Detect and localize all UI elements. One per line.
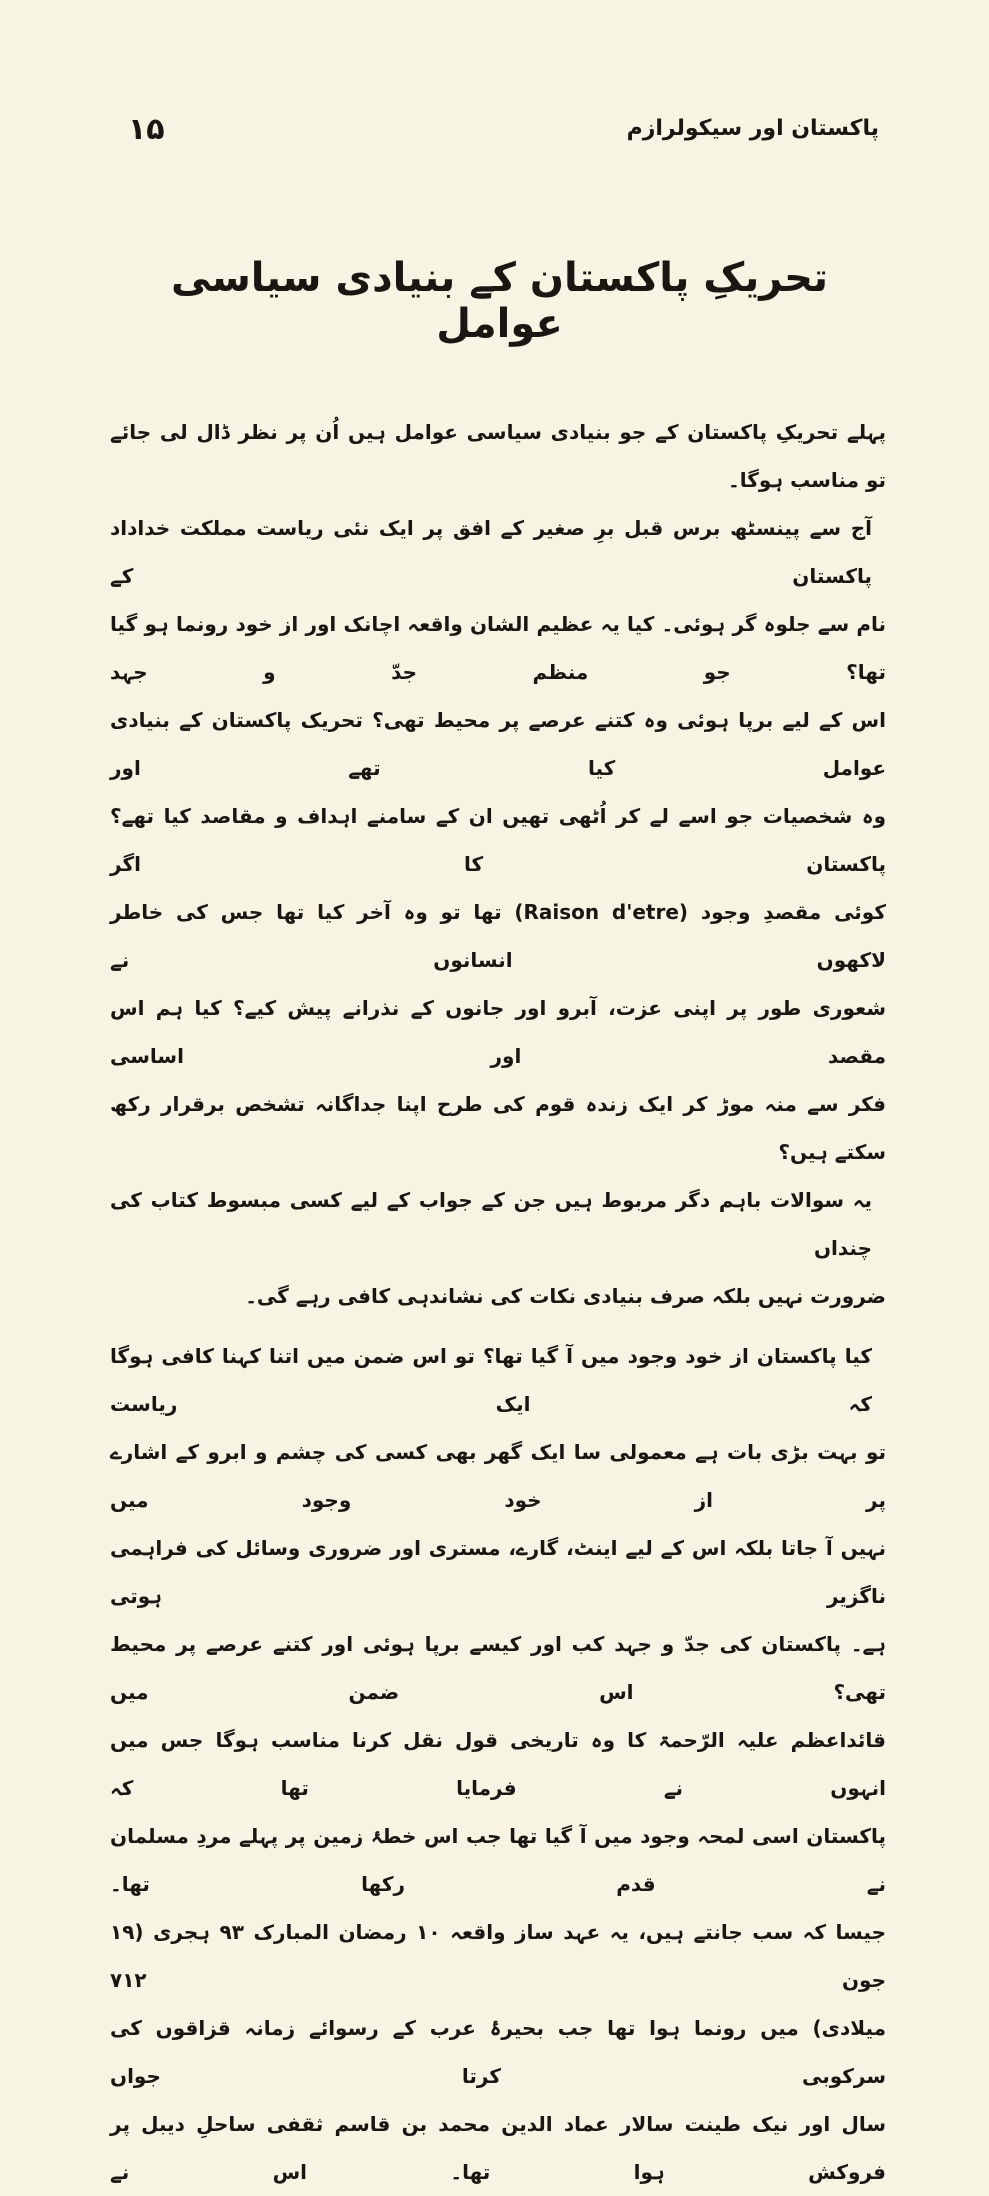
text-line: جیسا کہ سب جانتے ہیں، یہ عہد ساز واقعہ ۱۰ رمضان المبارک ۹۳ ہجری (۱۹ جون ۷۱۲ <box>110 1920 886 1992</box>
page-number: ۱۵ <box>128 112 165 147</box>
text-line: کیا پاکستان از خود وجود میں آ گیا تھا؟ تو اس ضمن میں اتنا کہنا کافی ہوگا کہ ایک ریاست <box>110 1344 872 1416</box>
text-line: کوئی مقصدِ وجود (Raison d'etre) تھا تو وہ آخر کیا تھا جس کی خاطر لاکھوں انسانوں نے <box>110 900 886 972</box>
text-line: پہلے تحریکِ پاکستان کے جو بنیادی سیاسی عوامل ہیں اُن پر نظر ڈال لی جائے تو مناسب ہوگا۔ <box>110 420 886 492</box>
text-line: آج سے پینسٹھ برس قبل برِ صغیر کے افق پر ایک نئی ریاست مملکت خداداد پاکستان کے <box>110 516 872 588</box>
text-line: پاکستان اسی لمحہ وجود میں آ گیا تھا جب اس خطۂ زمین پر پہلے مردِ مسلمان نے قدم رکھا تھا۔ <box>110 1824 886 1896</box>
text-line: قائداعظم علیہ الرّحمۃ کا وہ تاریخی قول نقل کرنا مناسب ہوگا جس میں انہوں نے فرمایا تھا کہ <box>110 1728 886 1800</box>
text-line: نام سے جلوہ گر ہوئی۔ کیا یہ عظیم الشان واقعہ اچانک اور از خود رونما ہو گیا تھا؟ جو منظم جدّ و جہد <box>110 612 886 684</box>
text-line: ہے۔ پاکستان کی جدّ و جہد کب اور کیسے برپا ہوئی اور کتنے عرصے پر محیط تھی؟ اس ضمن میں <box>110 1632 886 1704</box>
text-line: سال اور نیک طینت سالار عماد الدین محمد بن قاسم ثقفی ساحلِ دیبل پر فروکش ہوا تھا۔ اس نے <box>110 2112 886 2184</box>
text-line: نہیں آ جاتا بلکہ اس کے لیے اینٹ، گارے، مستری اور ضروری وسائل کی فراہمی ناگزیر ہوتی <box>110 1536 886 1608</box>
text-line: شعوری طور پر اپنی عزت، آبرو اور جانوں کے نذرانے پیش کیے؟ کیا ہم اس مقصد اور اساسی <box>110 996 886 1068</box>
text-line: تو بہت بڑی بات ہے معمولی سا ایک گھر بھی کسی کی چشم و ابرو کے اشارے پر از خود وجود میں <box>110 1440 886 1512</box>
text-line: فکر سے منہ موڑ کر ایک زندہ قوم کی طرح اپنا جداگانہ تشخص برقرار رکھ سکتے ہیں؟ <box>110 1092 886 1164</box>
text-line: ضرورت نہیں بلکہ صرف بنیادی نکات کی نشاندہی کافی رہے گی۔ <box>245 1284 886 1308</box>
text-line: میلادی) میں رونما ہوا تھا جب بحیرۂ عرب کے رسوائے زمانہ قزاقوں کی سرکوبی کرتا جواں <box>110 2016 886 2088</box>
chapter-title: تحریکِ پاکستان کے بنیادی سیاسی عوامل <box>171 255 828 347</box>
text-line: یہ سوالات باہم دگر مربوط ہیں جن کے جواب کے لیے کسی مبسوط کتاب کی چنداں <box>110 1188 872 1260</box>
text-line: وہ شخصیات جو اسے لے کر اُٹھی تھیں ان کے سامنے اہداف و مقاصد کیا تھے؟ پاکستان کا اگر <box>110 804 886 876</box>
running-head: پاکستان اور سیکولرازم <box>626 116 879 141</box>
body-text <box>110 408 886 2196</box>
text-line: اس کے لیے برپا ہوئی وہ کتنے عرصے پر محیط تھی؟ تحریک پاکستان کے بنیادی عوامل کیا تھے اور <box>110 708 886 780</box>
